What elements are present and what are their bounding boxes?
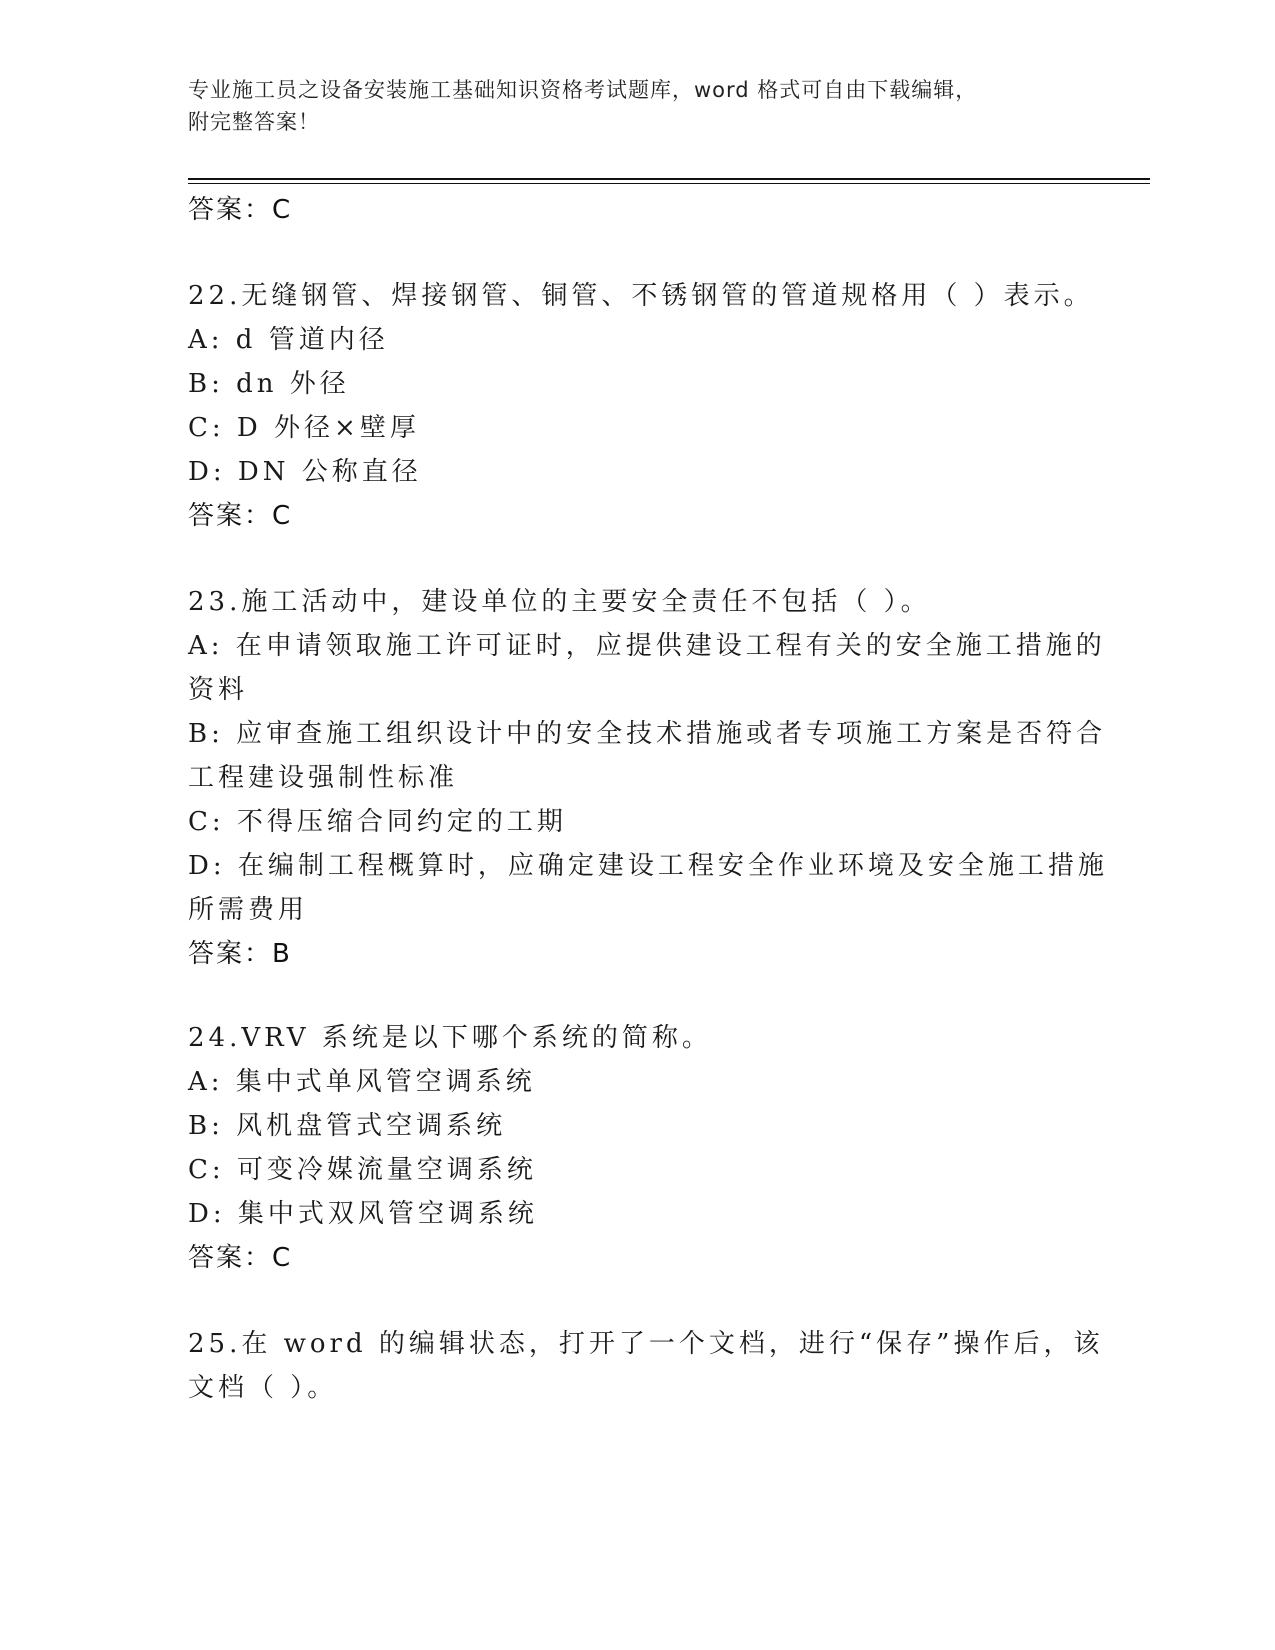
- document-header: [188, 74, 1068, 138]
- question-23-option-d-line-2: 所需费用: [188, 895, 309, 925]
- header-line-2: 附完整答案！: [188, 110, 320, 134]
- question-24-stem: 24.VRV 系统是以下哪个系统的简称。: [188, 1023, 712, 1053]
- question-23-stem: 23.施工活动中，建设单位的主要安全责任不包括（ ）。: [188, 587, 931, 617]
- question-22-option-a: A: d 管道内径: [188, 325, 389, 355]
- question-23-option-d-line-1: D: 在编制工程概算时，应确定建设工程安全作业环境及安全施工措施: [188, 851, 1108, 881]
- question-24-option-a: A: 集中式单风管空调系统: [188, 1067, 536, 1097]
- question-24-option-b: B: 风机盘管式空调系统: [188, 1111, 507, 1141]
- header-divider-thick: [188, 178, 1150, 180]
- question-24-answer: 答案：C: [188, 1243, 293, 1273]
- question-24-option-d: D: 集中式双风管空调系统: [188, 1199, 538, 1229]
- question-24-option-c: C: 可变冷媒流量空调系统: [188, 1155, 537, 1185]
- question-23-option-b-line-2: 工程建设强制性标准: [188, 763, 459, 793]
- question-23-option-b-line-1: B: 应审查施工组织设计中的安全技术措施或者专项施工方案是否符合: [188, 719, 1107, 749]
- question-25-stem-line-1: 25.在 word 的编辑状态，打开了一个文档，进行“保存”操作后，该: [188, 1329, 1104, 1359]
- question-23-answer: 答案：B: [188, 939, 292, 969]
- answer-previous: 答案：C: [188, 195, 293, 225]
- header-divider-thin: [188, 183, 1150, 184]
- question-22-option-c: C: D 外径×壁厚: [188, 413, 420, 443]
- question-23-option-a-line-2: 资料: [188, 675, 249, 705]
- question-22-option-b: B: dn 外径: [188, 369, 350, 399]
- question-23-option-c: C: 不得压缩合同约定的工期: [188, 807, 567, 837]
- question-23-option-a-line-1: A: 在申请领取施工许可证时，应提供建设工程有关的安全施工措施的: [188, 631, 1106, 661]
- question-22-answer: 答案：C: [188, 501, 293, 531]
- header-line-1: 专业施工员之设备安装施工基础知识资格考试题库，word 格式可自由下载编辑，: [188, 78, 978, 102]
- question-22-stem: 22.无缝钢管、焊接钢管、铜管、不锈钢管的管道规格用（ ）表示。: [188, 281, 1094, 311]
- question-22-option-d: D: DN 公称直径: [188, 457, 422, 487]
- question-25-stem-line-2: 文档（ ）。: [188, 1373, 338, 1403]
